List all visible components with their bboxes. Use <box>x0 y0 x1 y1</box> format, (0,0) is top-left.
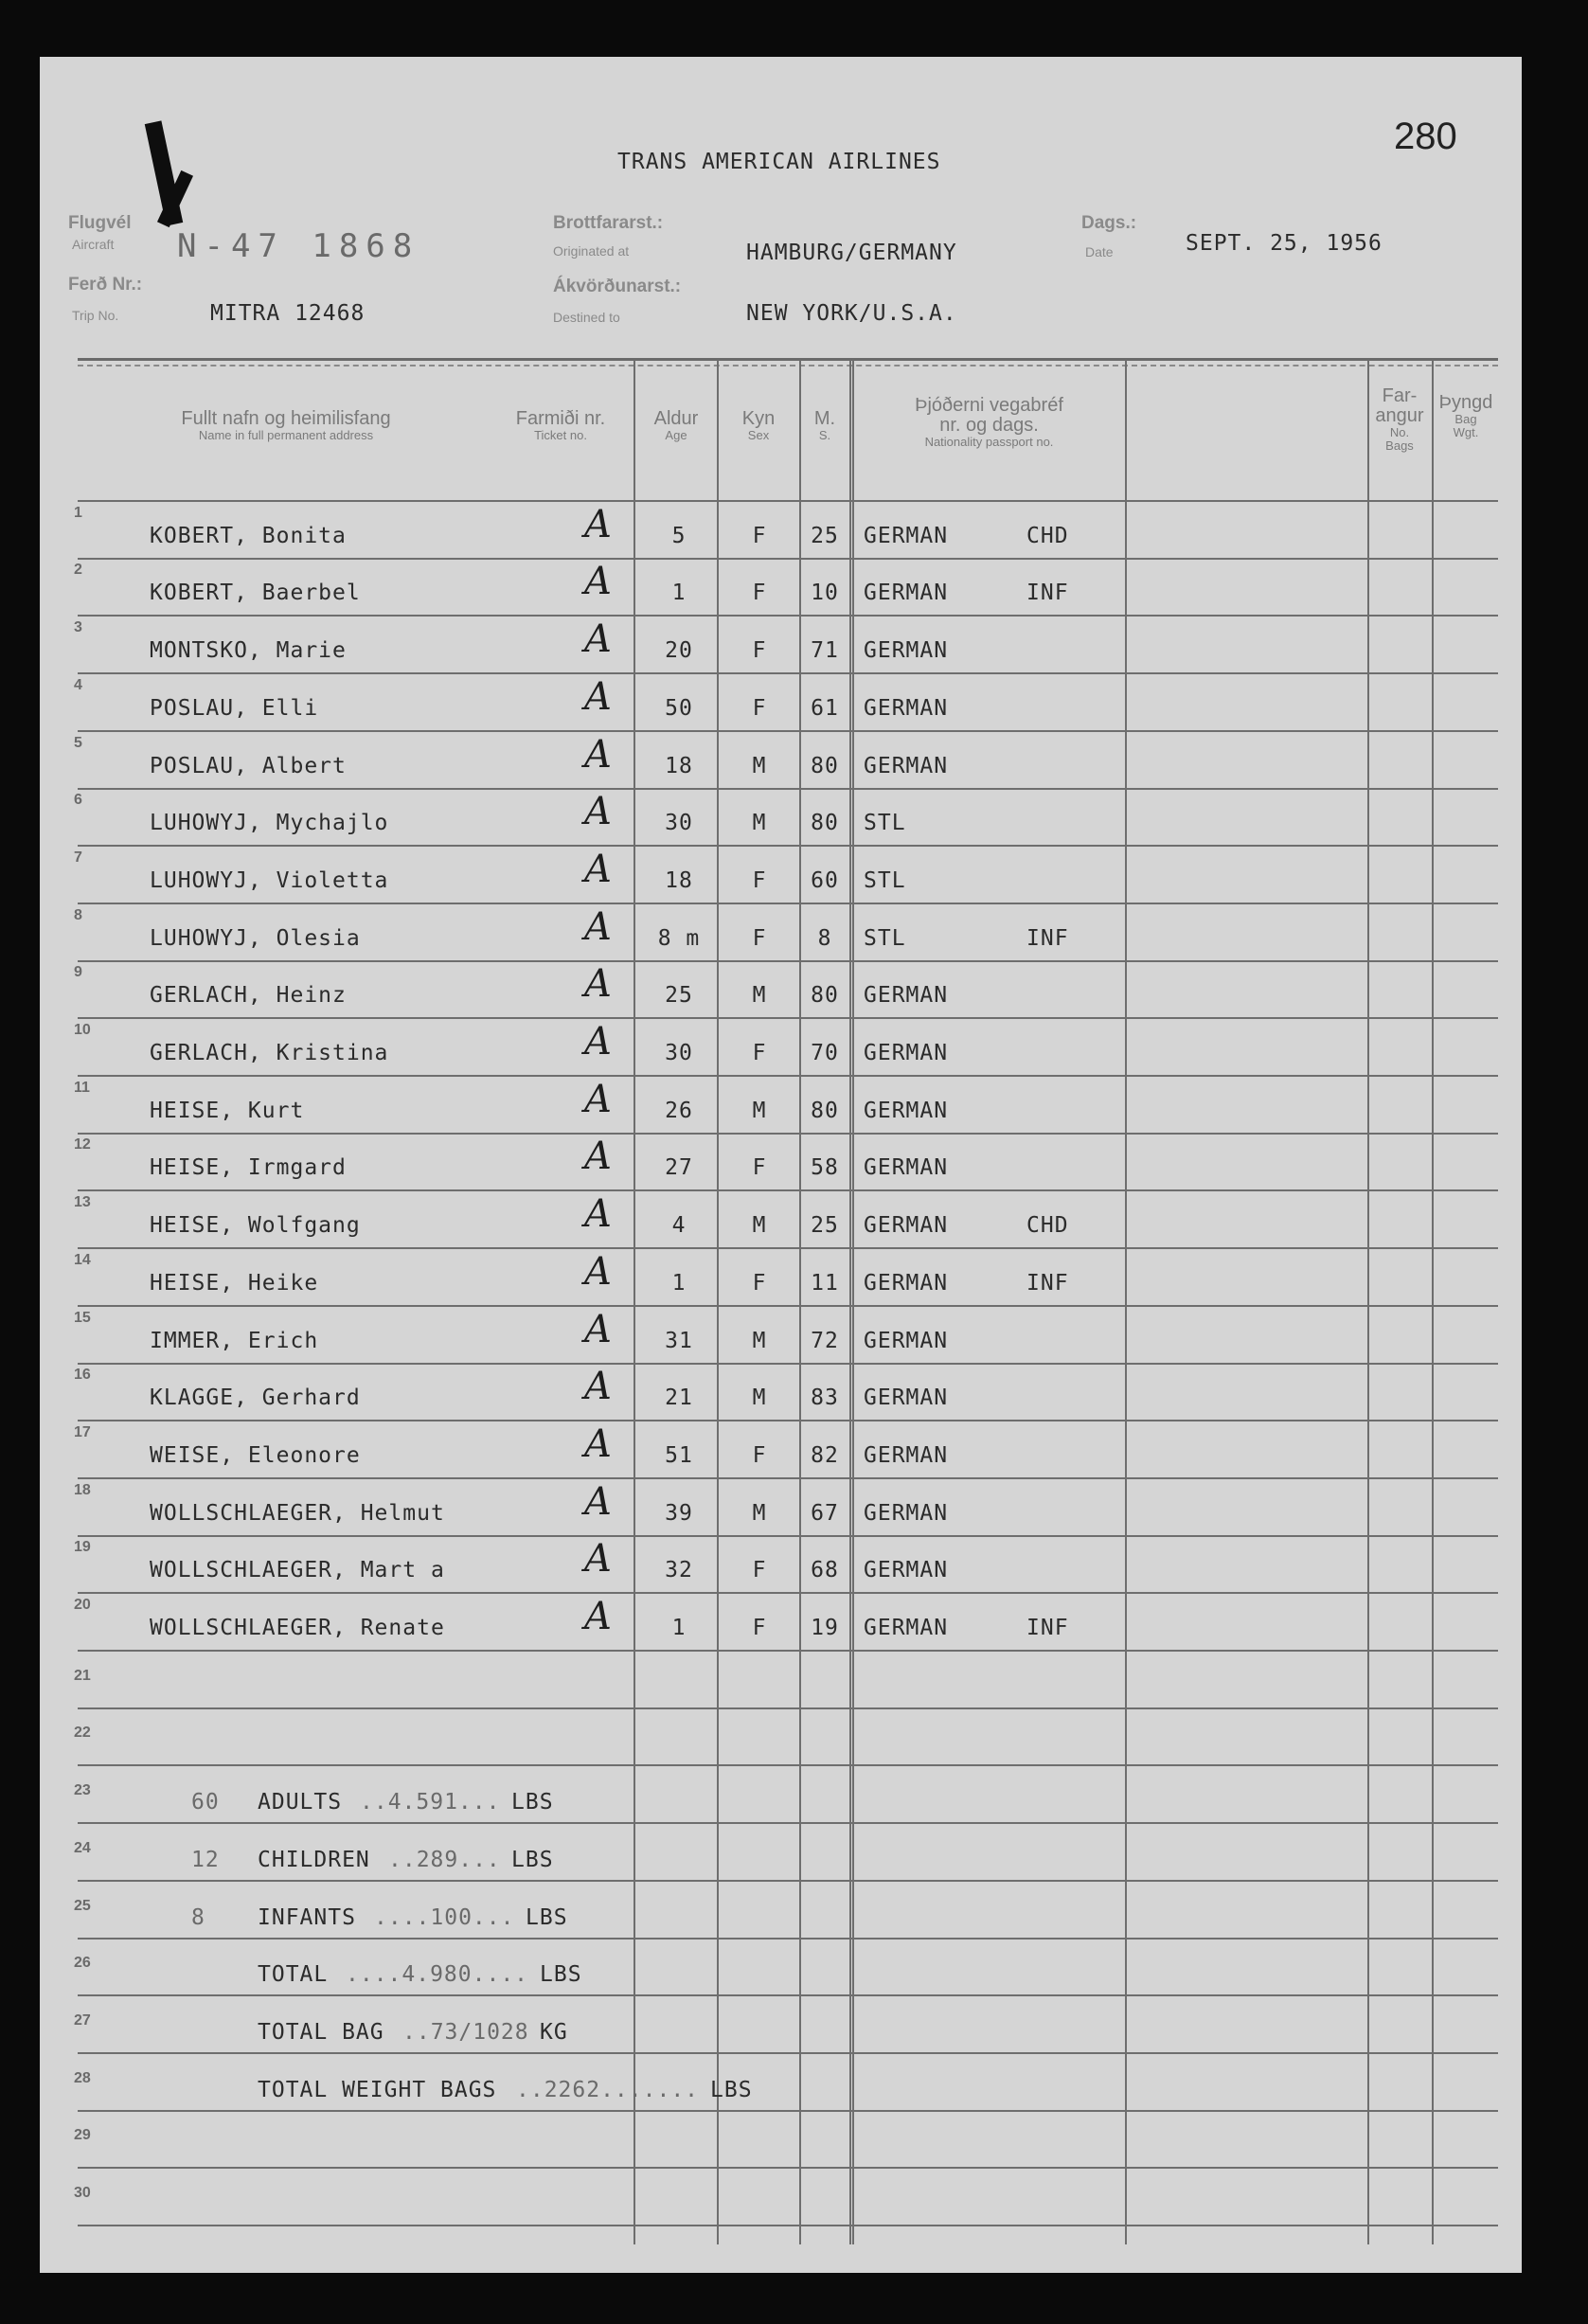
passenger-age: 51 <box>665 1443 693 1468</box>
ticket-mark: A <box>584 905 612 949</box>
row-line <box>78 1938 1498 1940</box>
passenger-sex: F <box>752 926 767 951</box>
summary-value: ....4.980.... <box>346 1962 529 1987</box>
passenger-name: KLAGGE, Gerhard <box>150 1385 361 1410</box>
passenger-age: 1 <box>671 1271 687 1296</box>
ticket-mark: A <box>584 790 612 833</box>
row-line <box>78 1133 1498 1135</box>
passenger-age: 31 <box>665 1329 693 1353</box>
summary-label: ADULTS <box>258 1790 343 1815</box>
ticket-mark: A <box>584 503 612 546</box>
passenger-sex: F <box>752 1041 767 1065</box>
aircraft-label-en: Aircraft <box>72 237 115 252</box>
row-number: 26 <box>74 1955 91 1971</box>
passenger-m: 19 <box>811 1616 839 1640</box>
passenger-nationality: STL <box>864 811 906 835</box>
row-number: 27 <box>74 2012 91 2029</box>
ticket-mark: A <box>584 1480 612 1524</box>
passenger-sex: M <box>752 1329 767 1353</box>
summary-unit: LBS <box>540 1962 582 1987</box>
dest-label: Ákvörðunarst.: <box>553 277 682 296</box>
ticket-mark: A <box>584 675 612 719</box>
ticket-mark: A <box>584 1250 612 1294</box>
ticket-mark: A <box>584 962 612 1006</box>
row-number: 23 <box>74 1782 91 1798</box>
row-line <box>78 2225 1498 2226</box>
ticket-mark: A <box>584 1595 612 1638</box>
passenger-m: 82 <box>811 1443 839 1468</box>
summary-unit: KG <box>540 2020 568 2045</box>
ticket-mark: A <box>584 1078 612 1121</box>
passenger-m: 80 <box>811 754 839 778</box>
passenger-nationality: GERMAN <box>864 638 949 663</box>
summary-value: ....100... <box>374 1905 515 1930</box>
passenger-sex: F <box>752 1443 767 1468</box>
row-number: 5 <box>74 735 82 751</box>
row-line <box>78 2052 1498 2054</box>
row-line <box>78 1650 1498 1652</box>
row-line <box>78 1880 1498 1882</box>
passenger-age: 32 <box>665 1558 693 1582</box>
passenger-nationality: GERMAN <box>864 1616 949 1640</box>
summary-unit: LBS <box>526 1905 568 1930</box>
trip-label-en: Trip No. <box>72 308 119 323</box>
row-line <box>78 2167 1498 2169</box>
passenger-sex: F <box>752 638 767 663</box>
passenger-m: 83 <box>811 1385 839 1410</box>
row-number: 9 <box>74 964 82 980</box>
summary-qty: 12 <box>191 1848 220 1872</box>
summary-label: CHILDREN <box>258 1848 370 1872</box>
ticket-mark: A <box>584 1537 612 1581</box>
col-sex-header: Kyn Sex <box>741 408 776 442</box>
row-line <box>78 1477 1498 1479</box>
passenger-m: 58 <box>811 1155 839 1180</box>
passenger-name: KOBERT, Baerbel <box>150 581 361 605</box>
row-number: 1 <box>74 505 82 521</box>
row-number: 20 <box>74 1597 91 1613</box>
passenger-nationality: GERMAN <box>864 696 949 721</box>
row-line <box>78 1247 1498 1249</box>
col-nat-header: Þjóðerni vegabréf nr. og dags. Nationality passport no. <box>915 395 1063 449</box>
passenger-age: 20 <box>665 638 693 663</box>
summary-unit: LBS <box>511 1848 554 1872</box>
passenger-name: GERLACH, Heinz <box>150 983 347 1008</box>
row-line <box>78 845 1498 847</box>
passenger-nationality: GERMAN <box>864 1099 949 1123</box>
page-number: 280 <box>1394 116 1457 157</box>
summary-label: TOTAL <box>258 1962 329 1987</box>
passenger-m: 25 <box>811 524 839 548</box>
row-number: 7 <box>74 849 82 866</box>
passenger-name: WOLLSCHLAEGER, Renate <box>150 1616 445 1640</box>
date-value: SEPT. 25, 1956 <box>1186 231 1383 256</box>
passenger-sex: M <box>752 1385 767 1410</box>
passenger-name: POSLAU, Albert <box>150 754 347 778</box>
summary-qty: 8 <box>191 1905 205 1930</box>
row-line <box>78 960 1498 962</box>
passenger-nationality: GERMAN <box>864 1155 949 1180</box>
col-wgt-header: Þyngd Bag Wgt. <box>1438 392 1493 439</box>
passenger-sex: M <box>752 1099 767 1123</box>
destination-value: NEW YORK/U.S.A. <box>746 301 957 326</box>
passenger-sex: F <box>752 1155 767 1180</box>
passenger-age: 18 <box>665 868 693 893</box>
row-number: 19 <box>74 1539 91 1555</box>
passenger-m: 71 <box>811 638 839 663</box>
passenger-name: IMMER, Erich <box>150 1329 319 1353</box>
passenger-m: 80 <box>811 1099 839 1123</box>
passenger-name: MONTSKO, Marie <box>150 638 347 663</box>
passenger-name: LUHOWYJ, Violetta <box>150 868 389 893</box>
row-number: 11 <box>74 1080 90 1096</box>
origin-value: HAMBURG/GERMANY <box>746 241 957 265</box>
row-number: 25 <box>74 1898 91 1914</box>
passenger-m: 25 <box>811 1213 839 1238</box>
row-number: 4 <box>74 677 82 693</box>
passenger-m: 8 <box>817 926 832 951</box>
trip-label: Ferð Nr.: <box>68 275 143 295</box>
row-number: 14 <box>74 1252 91 1268</box>
row-line <box>78 672 1498 674</box>
row-line <box>78 558 1498 560</box>
col-m-header: M. S. <box>813 408 836 442</box>
passenger-sex: F <box>752 581 767 605</box>
passenger-sex: F <box>752 1271 767 1296</box>
row-line <box>78 1707 1498 1709</box>
passenger-m: 68 <box>811 1558 839 1582</box>
passenger-m: 72 <box>811 1329 839 1353</box>
col-age-header: Aldur Age <box>653 408 699 442</box>
ticket-mark: A <box>584 617 612 661</box>
passenger-age: 8 m <box>657 926 701 951</box>
passenger-age: 25 <box>665 983 693 1008</box>
passenger-age: 21 <box>665 1385 693 1410</box>
row-number: 12 <box>74 1136 91 1153</box>
summary-unit: LBS <box>511 1790 554 1815</box>
passenger-name: GERLACH, Kristina <box>150 1041 389 1065</box>
passenger-sex: F <box>752 1616 767 1640</box>
ticket-mark: A <box>584 1020 612 1064</box>
passenger-age: 5 <box>671 524 687 548</box>
passenger-sex: F <box>752 868 767 893</box>
passenger-name: HEISE, Irmgard <box>150 1155 347 1180</box>
row-line <box>78 2110 1498 2112</box>
passenger-name: WOLLSCHLAEGER, Helmut <box>150 1501 445 1526</box>
airline-name: TRANS AMERICAN AIRLINES <box>617 150 941 174</box>
col-bags-header: Far- angur No. Bags <box>1375 385 1424 453</box>
date-label: Dags.: <box>1081 213 1137 233</box>
row-number: 8 <box>74 907 82 923</box>
row-line <box>78 1592 1498 1594</box>
passenger-age: 39 <box>665 1501 693 1526</box>
col-name-header: Fullt nafn og heimilisfang Name in full permanent address <box>181 408 391 442</box>
ticket-mark: A <box>584 1192 612 1236</box>
row-number: 6 <box>74 792 82 808</box>
passenger-nationality: GERMAN <box>864 1041 949 1065</box>
passenger-name: KOBERT, Bonita <box>150 524 347 548</box>
passenger-note: INF <box>1026 1271 1069 1296</box>
passenger-sex: F <box>752 696 767 721</box>
passenger-sex: F <box>752 524 767 548</box>
passenger-nationality: GERMAN <box>864 1213 949 1238</box>
ticket-mark: A <box>584 560 612 603</box>
row-number: 29 <box>74 2127 91 2143</box>
row-line <box>78 1305 1498 1307</box>
row-line <box>78 1822 1498 1824</box>
passenger-name: HEISE, Wolfgang <box>150 1213 361 1238</box>
passenger-nationality: GERMAN <box>864 1271 949 1296</box>
row-number: 17 <box>74 1424 91 1440</box>
summary-value: ..73/1028 <box>402 2020 529 2045</box>
passenger-note: CHD <box>1026 1213 1069 1238</box>
passenger-age: 30 <box>665 811 693 835</box>
row-line <box>78 615 1498 617</box>
row-line <box>78 1017 1498 1019</box>
ticket-mark: A <box>584 1422 612 1466</box>
row-number: 13 <box>74 1194 91 1210</box>
row-line <box>78 1363 1498 1365</box>
row-number: 18 <box>74 1482 91 1498</box>
summary-value: ..2262....... <box>516 2078 700 2102</box>
passenger-age: 1 <box>671 581 687 605</box>
passenger-sex: F <box>752 1558 767 1582</box>
passenger-name: WOLLSCHLAEGER, Mart a <box>150 1558 445 1582</box>
ticket-mark: A <box>584 733 612 777</box>
passenger-m: 11 <box>811 1271 839 1296</box>
aircraft-value: N-47 1868 <box>177 227 420 265</box>
passenger-age: 26 <box>665 1099 693 1123</box>
passenger-m: 67 <box>811 1501 839 1526</box>
ticket-mark: A <box>584 1308 612 1351</box>
origin-label-en: Originated at <box>553 243 630 259</box>
row-line <box>78 1189 1498 1191</box>
passenger-note: CHD <box>1026 524 1069 548</box>
passenger-nationality: GERMAN <box>864 1329 949 1353</box>
passenger-nationality: GERMAN <box>864 581 949 605</box>
ticket-mark: A <box>584 1135 612 1178</box>
trip-value: MITRA 12468 <box>210 301 366 326</box>
summary-qty: 60 <box>191 1790 220 1815</box>
aircraft-label: Flugvél <box>68 213 132 233</box>
row-number: 15 <box>74 1310 91 1326</box>
origin-label: Brottfararst.: <box>553 213 664 233</box>
ticket-mark: A <box>584 1365 612 1408</box>
summary-label: INFANTS <box>258 1905 356 1930</box>
summary-value: ..4.591... <box>360 1790 501 1815</box>
passenger-name: POSLAU, Elli <box>150 696 319 721</box>
row-line <box>78 1764 1498 1766</box>
dest-label-en: Destined to <box>553 310 620 325</box>
passenger-sex: M <box>752 811 767 835</box>
passenger-name: HEISE, Heike <box>150 1271 319 1296</box>
passenger-age: 50 <box>665 696 693 721</box>
passenger-age: 18 <box>665 754 693 778</box>
passenger-age: 27 <box>665 1155 693 1180</box>
date-label-en: Date <box>1085 244 1114 259</box>
row-number: 10 <box>74 1022 91 1038</box>
manifest-sheet <box>40 57 1522 2273</box>
passenger-nationality: GERMAN <box>864 1558 949 1582</box>
row-number: 22 <box>74 1725 91 1741</box>
passenger-age: 1 <box>671 1616 687 1640</box>
passenger-m: 60 <box>811 868 839 893</box>
row-line <box>78 1535 1498 1537</box>
row-number: 28 <box>74 2070 91 2086</box>
row-line <box>78 1420 1498 1421</box>
row-number: 3 <box>74 619 82 635</box>
summary-unit: LBS <box>710 2078 753 2102</box>
passenger-nationality: STL <box>864 926 906 951</box>
row-line <box>78 1075 1498 1077</box>
passenger-note: INF <box>1026 926 1069 951</box>
passenger-nationality: GERMAN <box>864 1443 949 1468</box>
summary-label: TOTAL WEIGHT BAGS <box>258 2078 497 2102</box>
passenger-name: LUHOWYJ, Olesia <box>150 926 361 951</box>
row-number: 24 <box>74 1840 91 1856</box>
passenger-nationality: GERMAN <box>864 524 949 548</box>
passenger-sex: M <box>752 754 767 778</box>
passenger-sex: M <box>752 1501 767 1526</box>
passenger-nationality: STL <box>864 868 906 893</box>
passenger-sex: M <box>752 1213 767 1238</box>
row-number: 2 <box>74 562 82 578</box>
row-line <box>78 788 1498 790</box>
row-line <box>78 730 1498 732</box>
row-number: 16 <box>74 1367 91 1383</box>
row-line <box>78 1994 1498 1996</box>
ticket-mark: A <box>584 848 612 891</box>
passenger-m: 70 <box>811 1041 839 1065</box>
passenger-nationality: GERMAN <box>864 1501 949 1526</box>
row-line <box>78 903 1498 904</box>
passenger-age: 4 <box>671 1213 687 1238</box>
passenger-note: INF <box>1026 581 1069 605</box>
passenger-m: 80 <box>811 811 839 835</box>
passenger-note: INF <box>1026 1616 1069 1640</box>
col-ticket-header: Farmiði nr. Ticket no. <box>515 408 606 442</box>
passenger-name: HEISE, Kurt <box>150 1099 305 1123</box>
row-number: 21 <box>74 1668 91 1684</box>
passenger-m: 10 <box>811 581 839 605</box>
passenger-nationality: GERMAN <box>864 1385 949 1410</box>
passenger-m: 61 <box>811 696 839 721</box>
row-number: 30 <box>74 2185 91 2201</box>
passenger-nationality: GERMAN <box>864 983 949 1008</box>
passenger-m: 80 <box>811 983 839 1008</box>
passenger-name: WEISE, Eleonore <box>150 1443 361 1468</box>
passenger-nationality: GERMAN <box>864 754 949 778</box>
summary-label: TOTAL BAG <box>258 2020 384 2045</box>
summary-value: ..289... <box>388 1848 501 1872</box>
passenger-name: LUHOWYJ, Mychajlo <box>150 811 389 835</box>
passenger-sex: M <box>752 983 767 1008</box>
passenger-age: 30 <box>665 1041 693 1065</box>
